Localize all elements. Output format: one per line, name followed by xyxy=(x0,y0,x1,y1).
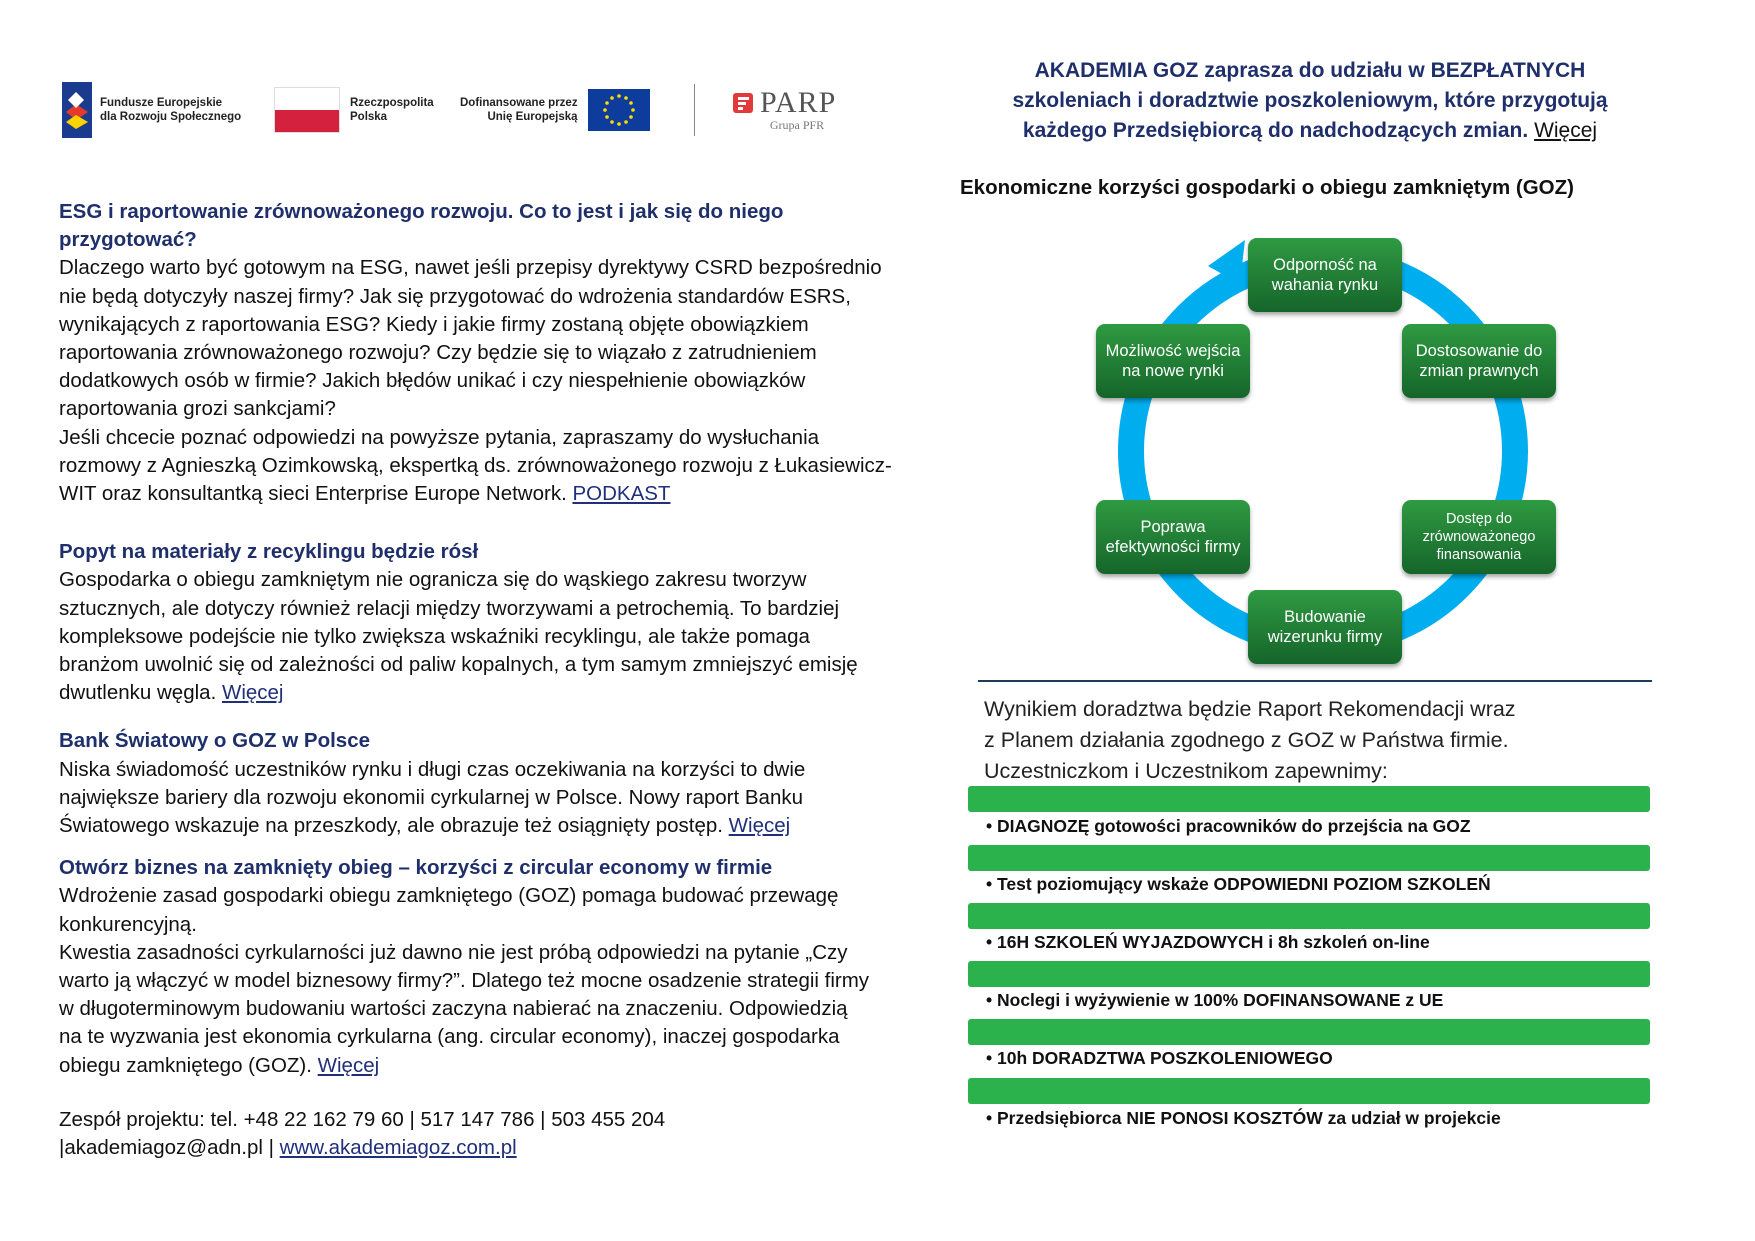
article-line: Kwestia zasadności cyrkularności już dawno nie jest próbą odpowiedzi na pytanie „Czy xyxy=(59,940,848,964)
article-line: w długoterminowym budowaniu wartości zaczyna nabierać na znaczeniu. Odpowiedzią xyxy=(59,997,848,1021)
result-line2: z Planem działania zgodnego z GOZ w Państwa firmie. xyxy=(984,728,1509,752)
green-bar xyxy=(968,1078,1650,1104)
logo-strip xyxy=(62,78,862,142)
result-line3: Uczestniczkom i Uczestnikom zapewnimy: xyxy=(984,759,1388,783)
article-line: dodatkowych osób w firmie? Jakich błędów unikać i czy niespełnienie obowiązków xyxy=(59,369,806,393)
article-line: największe bariery dla rozwoju ekonomii cyrkularnej w Polsce. Nowy raport Banku xyxy=(59,785,804,809)
podkast-link[interactable]: PODKAST xyxy=(572,482,671,506)
article-line: Niska świadomość uczestników rynku i długi czas oczekiwania na korzyści to dwie xyxy=(59,757,806,781)
benefit-item: • 10h DORADZTWA POSZKOLENIOWEGO xyxy=(986,1048,1333,1068)
node-sustainable-financing: Dostęp do zrównoważonego finansowania xyxy=(1402,500,1556,574)
rp-line2: Polska xyxy=(350,111,388,123)
contact-email: |akademiagoz@adn.pl | xyxy=(59,1136,274,1160)
article-line: kompleksowe podejście nie tylko zwiększa wskaźniki recyklingu, ale także pomaga xyxy=(59,624,810,648)
green-bar xyxy=(968,961,1650,987)
rp-logo xyxy=(274,78,434,142)
article-line: Dlaczego warto być gotowym na ESG, nawet jeśli przepisy dyrektywy CSRD bezpośrednio xyxy=(59,256,882,280)
benefit-item: • Test poziomujący wskaże ODPOWIEDNI POZIOM SZKOLEŃ xyxy=(986,874,1491,894)
node-new-markets: Możliwość wejścia na nowe rynki xyxy=(1096,324,1250,398)
benefit-item: • Przedsiębiorca NIE PONOSI KOSZTÓW za udział w projekcie xyxy=(986,1108,1501,1128)
fe-line2: dla Rozwoju Społecznego xyxy=(100,111,242,123)
logo-separator xyxy=(694,84,695,136)
article-line: Wdrożenie zasad gospodarki obiegu zamkniętego (GOZ) pomaga budować przewagę xyxy=(59,884,839,908)
node-brand-image: Budowanie wizerunku firmy xyxy=(1248,590,1402,664)
green-bar xyxy=(968,845,1650,871)
diagram-title: Ekonomiczne korzyści gospodarki o obiegu zamkniętym (GOZ) xyxy=(960,176,1574,199)
invite-line1: AKADEMIA GOZ zaprasza do udziału w BEZPŁATNYCH xyxy=(1034,59,1586,82)
invite-line2: szkoleniach i doradztwie poszkoleniowym, które przygotują xyxy=(1012,89,1608,112)
articles-column xyxy=(59,198,909,1162)
article-line: branżom uwolnić się od zależności od paliw kopalnych, a tym samym zmniejszyć emisję xyxy=(59,653,858,677)
article-line: Jeśli chcecie poznać odpowiedzi na powyższe pytania, zapraszamy do wysłuchania xyxy=(59,425,820,449)
benefit-text: Test poziomujący wskaże ODPOWIEDNI POZIOM SZKOLEŃ xyxy=(997,874,1491,894)
article-line: Gospodarka o obiegu zamkniętym nie ogranicza się do wąskiego zakresu tworzyw xyxy=(59,568,807,592)
eu-flag-icon xyxy=(588,89,650,131)
benefit-text: 10h DORADZTWA POSZKOLENIOWEGO xyxy=(997,1048,1333,1068)
article-line-text: Światowego wskazuje na przeszkody, ale obrazuje też osiągnięty postęp. xyxy=(59,814,723,838)
node-market-resilience: Odporność na wahania rynku xyxy=(1248,238,1402,312)
article-esg xyxy=(59,198,909,508)
article-line: raportowania grozi sankcjami? xyxy=(59,397,336,421)
article-line: warto ją włączyć w model biznesowy firmy?”. Dlatego też mocne osadzenie strategii firmy xyxy=(59,969,870,993)
green-bar xyxy=(968,786,1650,812)
article-line xyxy=(59,480,909,508)
parp-sub: Grupa PFR xyxy=(769,117,825,132)
article-line: rozmowy z Agnieszką Ozimkowską, ekspertką ds. zrównoważonego rozwoju z Łukasiewicz- xyxy=(59,453,892,477)
goz-benefits-cycle xyxy=(1080,230,1560,670)
article-circular xyxy=(59,854,909,1080)
fe-line1: Fundusze Europejskie xyxy=(100,97,223,109)
article-line xyxy=(59,679,909,707)
article-line: sztucznych, ale dotyczy również relacji między tworzywami a petrochemią. To bardziej xyxy=(59,596,840,620)
polish-flag-icon xyxy=(274,87,340,133)
invite-line3-text: każdego Przedsiębiorcą do nadchodzących zmian. xyxy=(1022,119,1529,142)
article-title: Popyt na materiały z recyklingu będzie rósł xyxy=(59,540,479,564)
article-title: Bank Światowy o GOZ w Polsce xyxy=(59,729,370,753)
article-world-bank xyxy=(59,727,909,840)
benefit-text: Noclegi i wyżywienie w 100% DOFINANSOWANE z UE xyxy=(997,990,1444,1010)
green-bar xyxy=(968,903,1650,929)
parp-mark-icon xyxy=(732,92,754,114)
benefit-item: • 16H SZKOLEŃ WYJAZDOWYCH i 8h szkoleń on-line xyxy=(986,932,1430,952)
node-legal-adaptation: Dostosowanie do zmian prawnych xyxy=(1402,324,1556,398)
green-bar xyxy=(968,1019,1650,1045)
contact-email-line xyxy=(59,1134,909,1162)
eu-line2: Unię Europejską xyxy=(487,111,578,123)
article-line-text: dwutlenku węgla. xyxy=(59,681,217,705)
benefit-text: 16H SZKOLEŃ WYJAZDOWYCH i 8h szkoleń on-line xyxy=(997,932,1430,952)
benefit-item: • DIAGNOZĘ gotowości pracowników do przejścia na GOZ xyxy=(986,816,1471,836)
article-line xyxy=(59,812,909,840)
contact-block xyxy=(59,1106,909,1162)
article-line: na te wyzwania jest ekonomia cyrkularna (ang. circular economy), inaczej gospodarka xyxy=(59,1025,840,1049)
eu-logo xyxy=(460,78,650,142)
node-efficiency: Poprawa efektywności firmy xyxy=(1096,500,1250,574)
article-title: Otwórz biznes na zamknięty obieg – korzyści z circular economy w firmie xyxy=(59,856,773,880)
article-title: ESG i raportowanie zrównoważonego rozwoju. Co to jest i jak się do niego przygotować? xyxy=(59,200,784,252)
article-line xyxy=(59,1052,909,1080)
world-bank-more-link[interactable]: Więcej xyxy=(728,814,791,838)
article-recycling xyxy=(59,538,909,707)
invite-more-link[interactable]: Więcej xyxy=(1534,119,1598,142)
result-line1: Wynikiem doradztwa będzie Raport Rekomendacji wraz xyxy=(984,697,1516,721)
recycling-more-link[interactable]: Więcej xyxy=(221,681,284,705)
invite-line3 xyxy=(960,116,1660,146)
eu-line1: Dofinansowane przez xyxy=(460,97,578,109)
article-line-text: obiegu zamkniętego (GOZ). xyxy=(59,1053,312,1077)
invite-block xyxy=(960,56,1660,146)
article-line: konkurencyjną. xyxy=(59,912,197,936)
section-divider xyxy=(978,680,1652,682)
article-line: raportowania zrównoważonego rozwoju? Czy będzie się to wiązało z zatrudnieniem xyxy=(59,341,817,365)
parp-logo xyxy=(732,78,862,142)
benefit-text: Przedsiębiorca NIE PONOSI KOSZTÓW za udział w projekcie xyxy=(997,1108,1501,1128)
fe-logo xyxy=(62,78,241,142)
website-link[interactable]: www.akademiagoz.com.pl xyxy=(279,1136,517,1160)
fe-flag-icon xyxy=(62,82,92,138)
parp-name: PARP xyxy=(760,85,837,119)
contact-phone: Zespół projektu: tel. +48 22 162 79 60 | 517 147 786 | 503 455 204 xyxy=(59,1107,666,1131)
circular-more-link[interactable]: Więcej xyxy=(317,1053,380,1077)
result-block xyxy=(984,694,1584,787)
benefit-item: • Noclegi i wyżywienie w 100% DOFINANSOWANE z UE xyxy=(986,990,1444,1010)
article-line: wynikających z raportowania ESG? Kiedy i jakie firmy zostaną objęte obowiązkiem xyxy=(59,312,809,336)
rp-line1: Rzeczpospolita xyxy=(350,97,434,109)
article-line: nie będą dotyczyły naszej firmy? Jak się przygotować do wdrożenia standardów ESRS, xyxy=(59,284,851,308)
benefit-text: DIAGNOZĘ gotowości pracowników do przejścia na GOZ xyxy=(997,816,1471,836)
article-line-text: WIT oraz konsultantką sieci Enterprise Europe Network. xyxy=(59,482,567,506)
